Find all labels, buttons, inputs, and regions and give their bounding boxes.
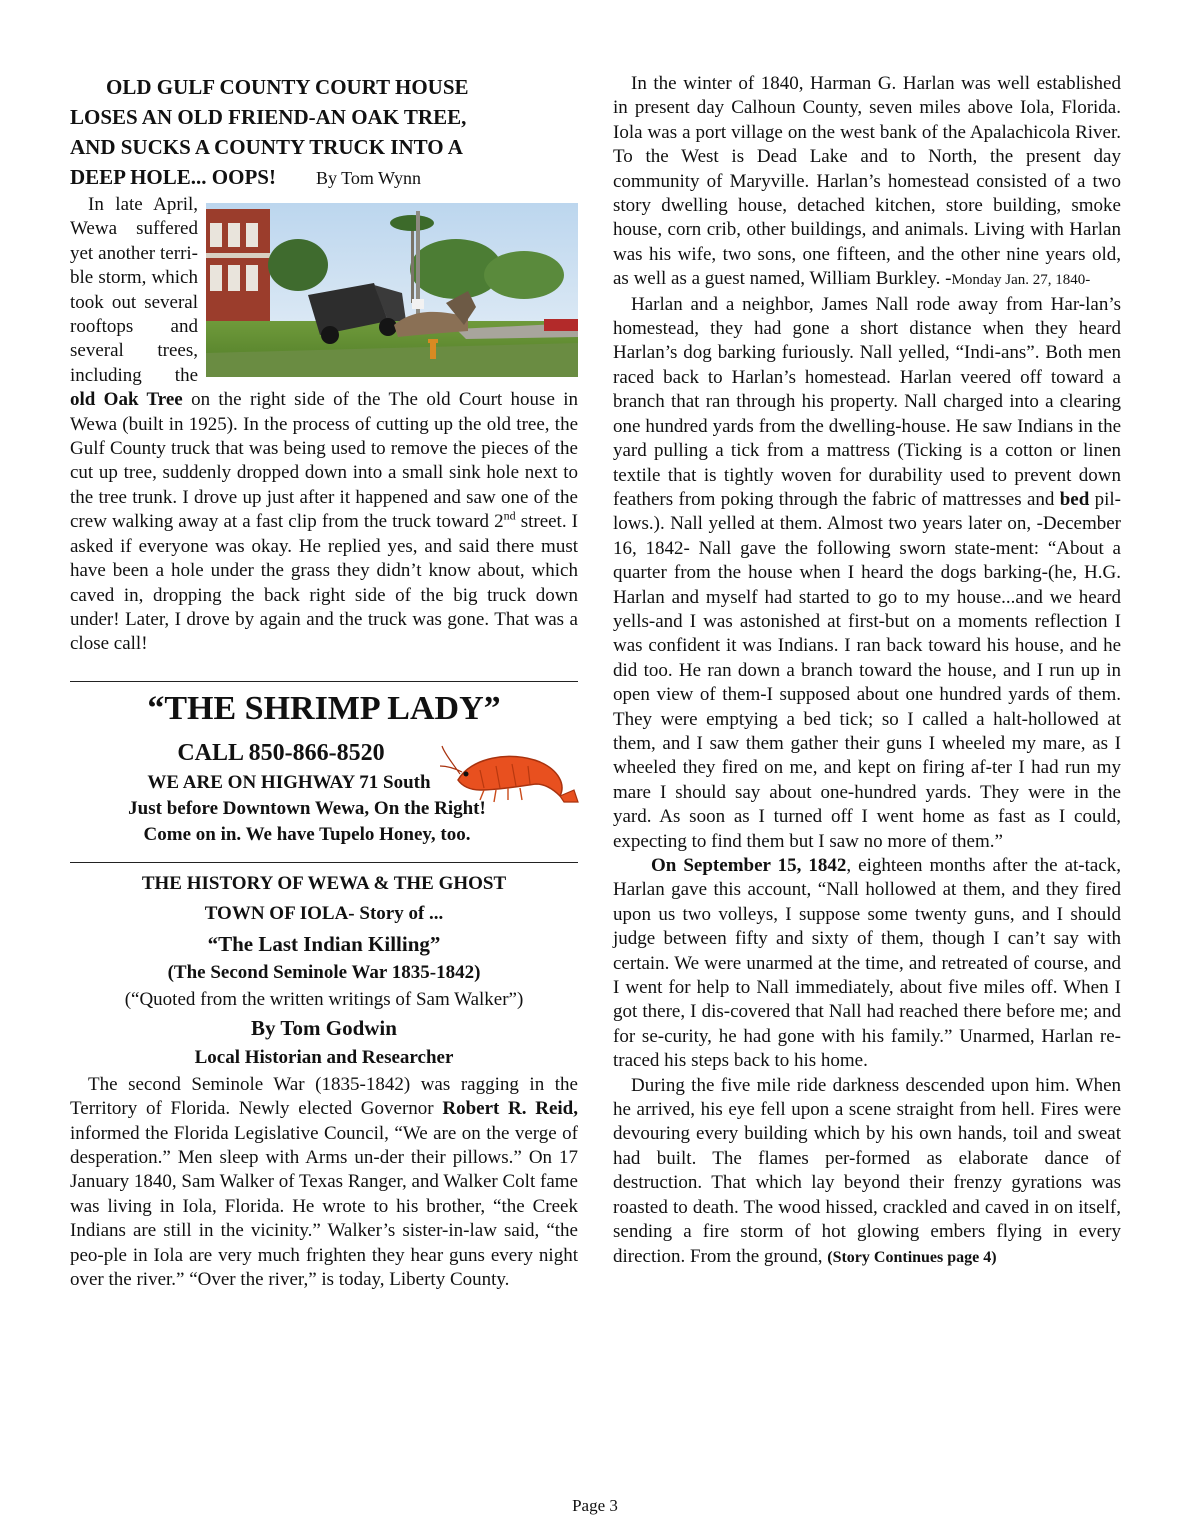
story-continues-note: (Story Continues page 4): [827, 1248, 997, 1266]
article-headline: [70, 72, 578, 193]
right-paragraph-3: [613, 854, 1121, 1074]
ad-honey: Come on in. We have Tupelo Honey, too.: [143, 823, 471, 845]
byline: By Tom Wynn: [315, 168, 421, 188]
history-heading: [70, 869, 578, 1073]
right-paragraph-4: [613, 1074, 1121, 1270]
right-text-3: , eighteen months after the at-tack, Harlan gave this account, “Nall hollowed at them, and they fired upon us two volleys, I suppose some twenty guns, and I should judge between fifty and sixty of them, though I can’t say with certain. We were unarmed at the time, and retreated of course, and I went for help to Nall immediately, about five miles off. When I got there, I dis-covered that Nall had reached there before me; and for se-curity, he had gone with his family.” Unarmed, Harlan re-traced his steps back to his home.: [613, 855, 1121, 1072]
courthouse-photo-image: [206, 203, 578, 377]
courthouse-photo: [206, 203, 578, 377]
right-text-bold-bed: bed: [1059, 488, 1090, 510]
article-text-3: street. I asked if everyone was okay. He replied yes, and said there must have been a hole under the grass they didn’t know about, which caved in, dropping the back right side of the big truck down under! Later, I drove by again and the truck was gone. That was a close call!: [70, 511, 578, 655]
history-title-1: THE HISTORY OF WEWA & THE GHOST: [141, 872, 507, 894]
right-text-2a: Harlan and a neighbor, James Nall rode away from Har-lan’s homestead, they had gone a short distance when they heard Harlan’s dog barking furiously. Nall yelled, “Indi-ans”. Both men raced back to Harlan’s homestead. Harlan veered off toward a branch that ran through his property. Nall charged into a clearing one hundred yards from the dwelling-house. He saw Indians in the yard pulling a tick from a mattress (Ticking is a cotton or linen textile that is tightly woven for durability used to prevent down feathers from poking through the fabric of mattresses and: [613, 293, 1121, 510]
history-quote-note: (“Quoted from the written writings of Sam Walker”): [124, 988, 524, 1010]
history-author: By Tom Godwin: [251, 1015, 397, 1040]
headline-line-1: OLD GULF COUNTY COURT HOUSE: [106, 75, 469, 99]
history-text-1: The second Seminole War (1835-1842) was ragging in the Territory of Florida. Newly elected Governor: [70, 1073, 578, 1120]
right-date-note: Monday Jan. 27, 1840-: [951, 272, 1091, 289]
right-text-2b: pil-lows.). Nall yelled at them. Almost two years later on, -December 16, 1842- Nall gave the following sworn state-ment: “About a quarter from the house when I heard the dogs barking-(he, H.G. Harlan and myself had started to go to my house...and we heard yells-and I was astonished at first-but on a moments reflection I was confident it was Indians. I ran back toward his house, and he did too. He ran down a branch toward the house, and I run up in open view of them-I supposed about one hundred yards of them. They were emptying a bed tick; so I called a halt-hollowed at them, and I saw them gather their guns I wheeled my mare, as I wheeled they fired on me, and kept on firing af-ter I had run my mare I should say about one-hundred yards. They were in the yard. As soon as I turned off I went home as fast as I could, expecting to find them but I saw no more of them.”: [613, 488, 1121, 852]
history-body: [70, 1073, 578, 1293]
right-column: [613, 72, 1121, 1270]
history-subtitle: (The Second Seminole War 1835-1842): [167, 961, 481, 983]
right-text-4: During the five mile ride darkness descended upon him. When he arrived, his eye fell upon a scene straight from hell. Fires were devouring every building which by his own hands, toil and sweat had built. The flames per-formed as elaborate dance of destruction. That which lay beyond their frenzy gyrations was roasted to death. The wood hissed, crackled and caved in on itself, sending a fire storm of hot glowing embers flying in every direction. From the ground,: [613, 1074, 1121, 1267]
article-text-2: on the right side of the The old Court house in Wewa (built in 1925). In the process of cutting up the old tree, the Gulf County truck that was being used to remove the pieces of the cut up tree, suddenly dropped down into a small sink hole next to the tree trunk. I drove up just after it happened and saw one of the crew walking away at a fast clip from the truck toward 2: [70, 389, 578, 533]
ad-title: “THE SHRIMP LADY”: [147, 689, 501, 727]
divider-bottom: [70, 862, 578, 863]
history-text-2: informed the Florida Legislative Council, “We are on the verge of desperation.” Men sleep with Arms un-der their pillows.” On 17 January 1840, Sam Walker of Texas Ranger, and Walker Colt fame was living in Iola, Florida. He wrote to his brother, “the Creek Indians are still in the vicinity.” Walker’s sister-in-law said, “the peo-ple in Iola are very much frighten they hear guns every night over the river.” “Over the river,” is today, Liberty County.: [70, 1122, 578, 1290]
right-date-bold: On September 15, 1842: [651, 855, 847, 876]
right-paragraph-2: [613, 293, 1121, 854]
history-title-2: TOWN OF IOLA- Story of ...: [204, 902, 444, 924]
article-text-1: In late April, Wewa suffered yet another terri-ble storm, which took out several rooftops and several trees, including the: [70, 194, 198, 386]
shrimp-icon: [440, 740, 582, 806]
history-title-3: “The Last Indian Killing”: [207, 931, 441, 956]
left-column: [70, 72, 578, 1292]
superscript-nd: nd: [503, 508, 516, 523]
ad-location: Just before Downtown Wewa, On the Right!: [128, 797, 486, 819]
shrimp-lady-ad: [70, 688, 578, 848]
ad-phone: CALL 850-866-8520: [177, 739, 385, 766]
article-text-bold: old Oak Tree: [70, 389, 183, 411]
ad-highway: WE ARE ON HIGHWAY 71 South: [147, 771, 431, 793]
history-author-title: Local Historian and Researcher: [194, 1046, 454, 1068]
headline-line-4: DEEP HOLE... OOPS!: [70, 165, 276, 189]
right-paragraph-1: [613, 72, 1121, 293]
headline-line-3: AND SUCKS A COUNTY TRUCK INTO A: [70, 135, 463, 159]
history-text-bold: Robert R. Reid,: [442, 1098, 579, 1120]
page-number: Page 3: [572, 1496, 618, 1515]
divider-top: [70, 681, 578, 682]
right-text-1: In the winter of 1840, Harman G. Harlan was well established in present day Calhoun County, seven miles above Iola, Florida. Iola was a port village on the west bank of the Apalachicola River. To the West is Dead Lake and to North, the present day community of Maryville. Harlan’s homestead consisted of a two story dwelling house, detached kitchen, store building, smoke house, corn crib, other buildings, and animals. Living with Harlan was his wife, two sons, one fifteen, and the other nine years old, as well as a guest named, William Burkley. -: [613, 73, 1121, 290]
headline-line-2: LOSES AN OLD FRIEND-AN OAK TREE,: [70, 105, 467, 129]
